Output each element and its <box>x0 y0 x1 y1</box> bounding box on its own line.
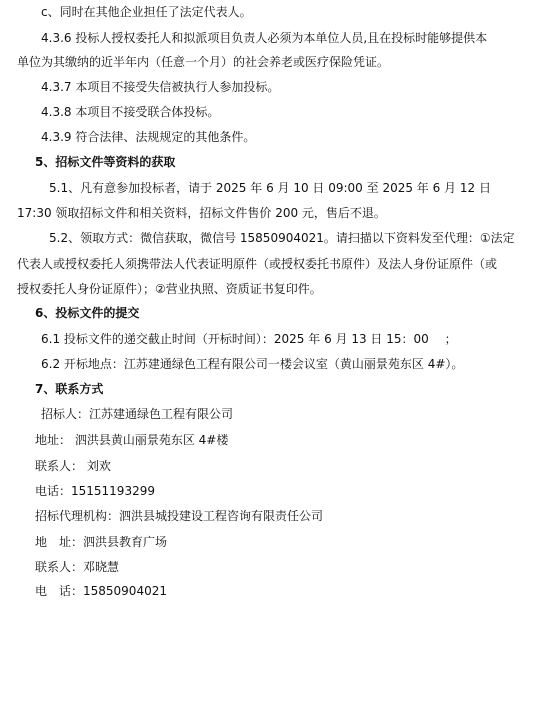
tenderer-line: 招标人：江苏建通绿色工程有限公司 <box>41 407 234 421</box>
section-7-heading: 7、联系方式 <box>35 382 104 396</box>
clause-4-3-9: 4.3.9 符合法律、法规规定的其他条件。 <box>41 130 256 144</box>
tenderer-phone: 电话：15151193299 <box>35 484 155 498</box>
clause-5-2-line3: 授权委托人身份证原件）；②营业执照、资质证书复印件。 <box>17 282 322 296</box>
tenderer-address: 地址： 泗洪县黄山丽景苑东区 4#楼 <box>35 433 229 447</box>
section-5-heading: 5、招标文件等资料的获取 <box>35 155 176 169</box>
agency-line: 招标代理机构：泗洪县城投建设工程咨询有限责任公司 <box>35 509 324 523</box>
clause-4-3-6-line2: 单位为其缴纳的近半年内（任意一个月）的社会养老或医疗保险凭证。 <box>17 55 390 69</box>
agency-contact: 联系人：邓晓慧 <box>35 560 120 574</box>
agency-phone: 电 话：15850904021 <box>35 584 167 598</box>
tenderer-contact: 联系人： 刘欢 <box>35 459 111 473</box>
agency-address: 地 址：泗洪县教育广场 <box>35 535 168 549</box>
clause-4-3-7: 4.3.7 本项目不接受失信被执行人参加投标。 <box>41 80 280 94</box>
section-6-heading: 6、投标文件的提交 <box>35 306 140 320</box>
clause-c-text: c、同时在其他企业担任了法定代表人。 <box>41 5 252 19</box>
clause-5-1-line2: 17:30 领取招标文件和相关资料，招标文件售价 200 元，售后不退。 <box>17 206 386 220</box>
clause-5-2-line1: 5.2、领取方式：微信获取，微信号 15850904021。请扫描以下资料发至代理：①法定 <box>49 231 515 245</box>
clause-5-1-line1: 5.1、凡有意参加投标者，请于 2025 年 6 月 10 日 09:00 至 2025 年 6 月 12 日 <box>49 181 491 195</box>
clause-5-2-line2: 代表人或授权委托人须携带法人代表证明原件（或授权委托书原件）及法人身份证原件（或 <box>17 257 498 271</box>
clause-4-3-8: 4.3.8 本项目不接受联合体投标。 <box>41 105 220 119</box>
clause-6-2: 6.2 开标地点：江苏建通绿色工程有限公司一楼会议室（黄山丽景苑东区 4#）。 <box>41 357 464 371</box>
clause-6-1: 6.1 投标文件的递交截止时间（开标时间）：2025 年 6 月 13 日 15：00 ； <box>41 332 457 346</box>
clause-4-3-6-line1: 4.3.6 投标人授权委托人和拟派项目负责人必须为本单位人员,且在投标时能够提供本 <box>41 31 488 45</box>
